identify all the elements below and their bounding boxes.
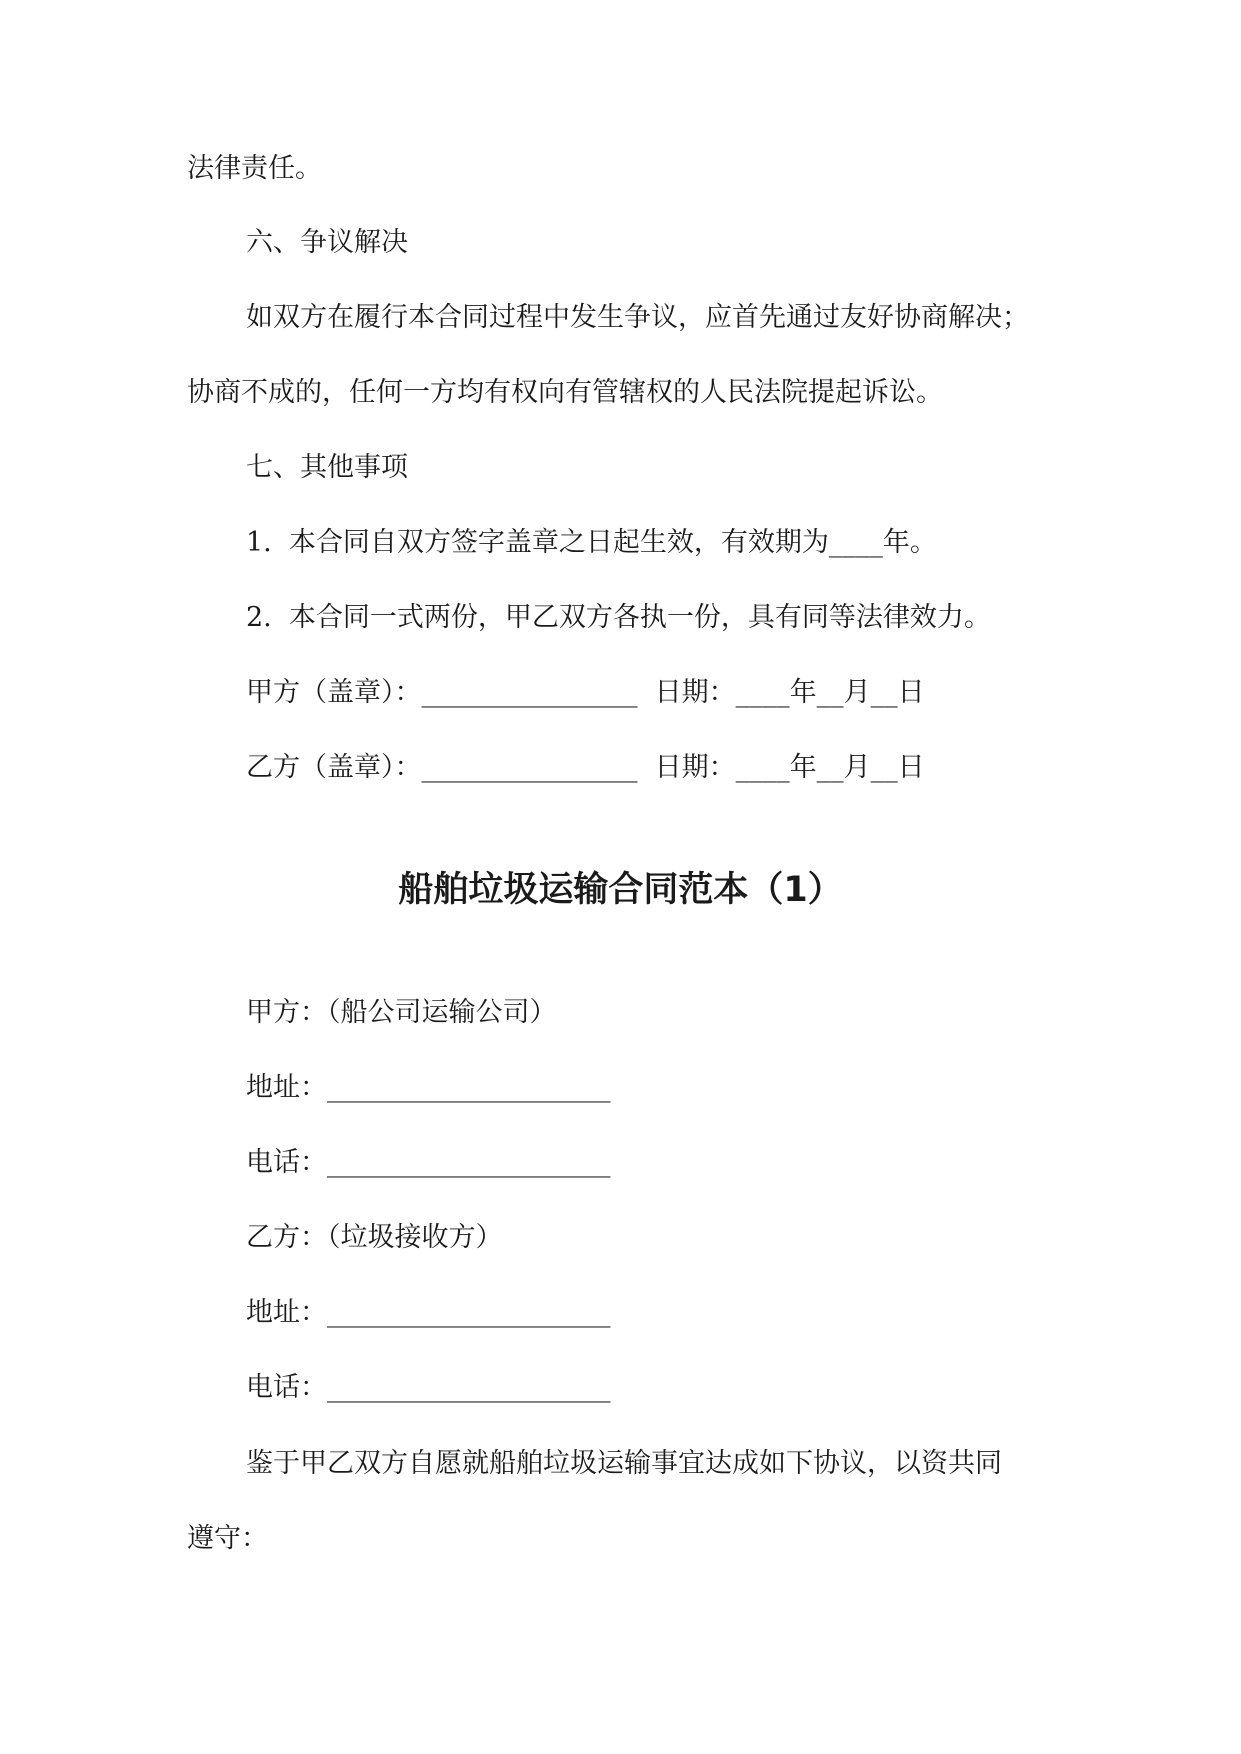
section-heading-other: 七、其他事项: [246, 452, 408, 483]
contract-title: 船舶垃圾运输合同范本（1）: [398, 870, 843, 910]
intro-line2: 遵守：: [187, 1523, 268, 1554]
list-item-copies: 2. 本合同一式两份，甲乙双方各执一份，具有同等法律效力。: [246, 602, 991, 633]
party-b-address: 地址：_____________________: [246, 1297, 611, 1328]
text-line-legal-liability: 法律责任。: [187, 153, 322, 184]
signature-line-party-b: 乙方（盖章）：________________ 日期：____年__月__日: [246, 752, 925, 783]
paragraph-dispute-line2: 协商不成的，任何一方均有权向有管辖权的人民法院提起诉讼。: [187, 377, 943, 408]
party-b-label: 乙方：（垃圾接收方）: [246, 1222, 503, 1253]
party-a-phone: 电话：_____________________: [246, 1147, 611, 1178]
intro-line1: 鉴于甲乙双方自愿就船舶垃圾运输事宜达成如下协议，以资共同: [246, 1448, 1002, 1479]
party-b-phone: 电话：_____________________: [246, 1372, 611, 1403]
signature-line-party-a: 甲方（盖章）：________________ 日期：____年__月__日: [246, 677, 925, 708]
paragraph-dispute-line1: 如双方在履行本合同过程中发生争议，应首先通过友好协商解决；: [246, 302, 1029, 333]
section-heading-dispute: 六、争议解决: [246, 227, 408, 258]
list-item-effective: 1. 本合同自双方签字盖章之日起生效，有效期为____年。: [246, 527, 937, 558]
party-a-label: 甲方：（船公司运输公司）: [246, 997, 557, 1028]
party-a-address: 地址：_____________________: [246, 1072, 611, 1103]
